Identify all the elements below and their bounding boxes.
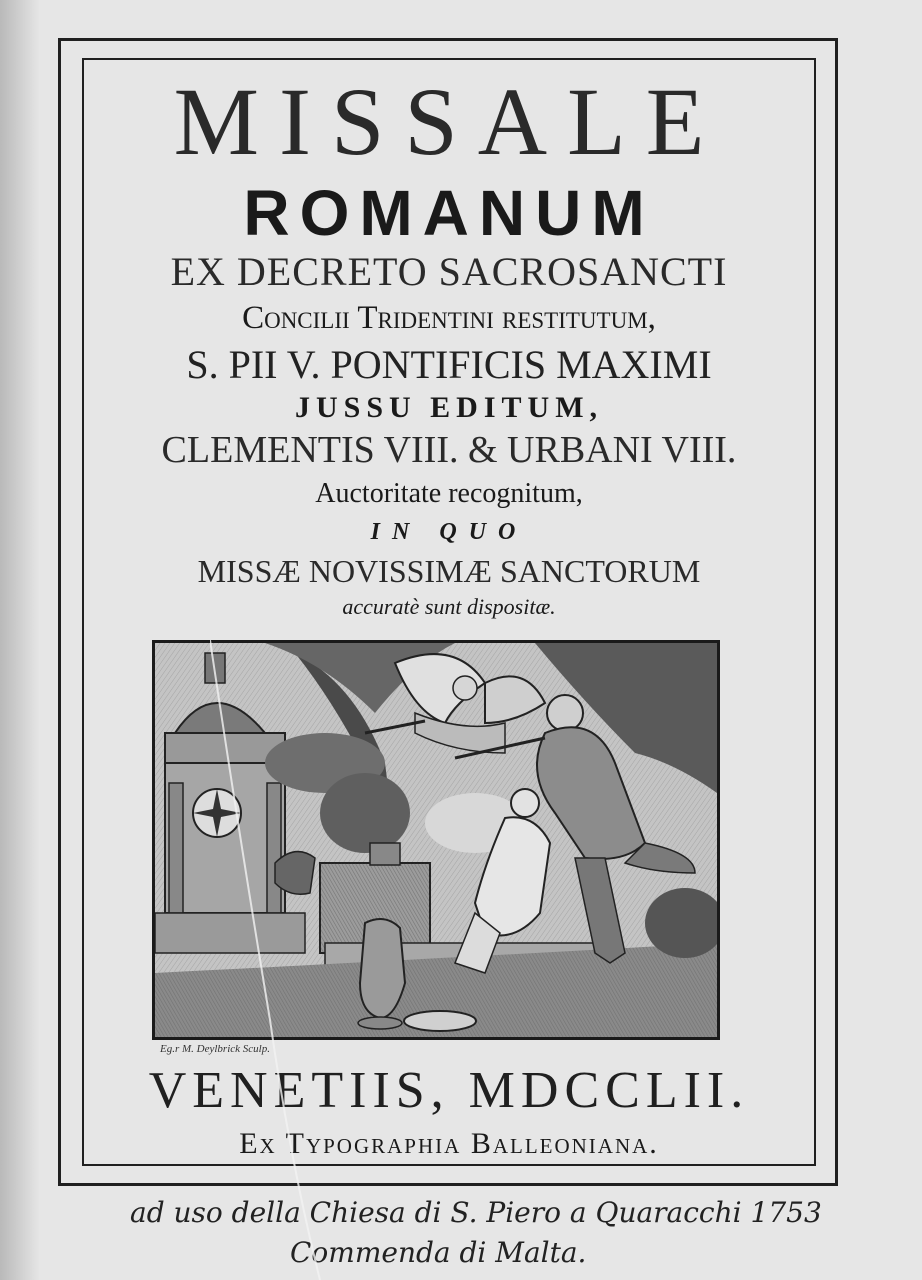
paper-crease xyxy=(210,640,330,1280)
subtitle-accurate: accuratè sunt dispositæ. xyxy=(342,594,556,619)
subtitle-ex-decreto: EX DECRETO SACROSANCTI xyxy=(170,249,728,294)
title-block xyxy=(84,64,814,622)
title-romanum: ROMANUM xyxy=(243,177,655,249)
title-missale: MISSALE xyxy=(173,68,725,175)
imprint-place-date: VENETIIS, MDCCLII. xyxy=(148,1062,750,1119)
imprint-block xyxy=(84,1058,814,1164)
handwritten-note-line2: Commenda di Malta. xyxy=(290,1236,587,1269)
subtitle-auctoritate: Auctoritate recognitum, xyxy=(315,478,583,509)
subtitle-concilii: Concilii Tridentini restitutum, xyxy=(242,300,656,336)
subtitle-missae: MISSÆ NOVISSIMÆ SANCTORUM xyxy=(197,553,701,589)
subtitle-pii-v: S. PII V. PONTIFICIS MAXIMI xyxy=(186,342,712,387)
subtitle-in-quo: IN QUO xyxy=(370,519,528,545)
imprint-printer: Ex Typographia Balleoniana. xyxy=(239,1127,659,1160)
subtitle-jussu: JUSSU EDITUM, xyxy=(294,391,604,424)
subtitle-clementis: CLEMENTIS VIII. & URBANI VIII. xyxy=(161,429,737,471)
engraver-caption: Eg.r M. Deylbrick Sculp. xyxy=(160,1043,270,1055)
handwritten-note-line1: ad uso della Chiesa di S. Piero a Quaracchi 1753 xyxy=(130,1196,822,1229)
